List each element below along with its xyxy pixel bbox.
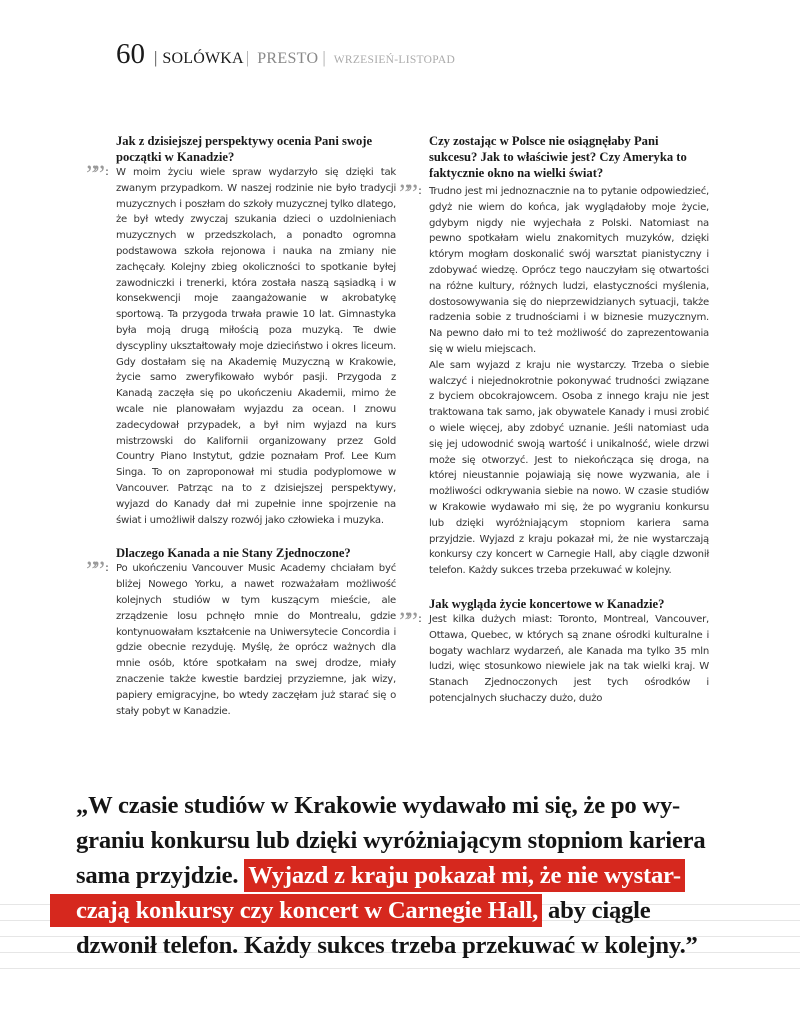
pull-quote-line: czają konkursy czy koncert w Carnegie Hall, aby ciągle <box>76 893 726 928</box>
interview-block <box>86 545 396 719</box>
pull-quote-line: „W czasie studiów w Krakowie wydawało mi się, że po wy- <box>76 792 681 819</box>
page-number: 60 <box>116 38 145 70</box>
header-separator: | <box>245 48 250 67</box>
answer-text: Po ukończeniu Vancouver Music Academy chciałam być bliżej Nowego Yorku, a nawet rozważałam możliwość kolejnych studiów w tym kuszącym mieście, ale zrządzenie losu pchnęło mnie do Montrealu, gdzie kontynuowałam kształcenie na Uniwersytecie Concordia i gdzie obecnie rezyduję. Myślę, że oprócz ważnych dla mnie osób, które spotkałam na swej drodze, miały znaczenie także kwestie bardziej przyziemne, jak wizy, papiery emigracyjne, bo wtedy zaczęłam już starać się o stały pobyt w Kanadzie. <box>116 563 396 717</box>
interview-question: Dlaczego Kanada a nie Stany Zjednoczone? <box>116 546 351 561</box>
pull-quote-line: sama przyjdzie. Wyjazd z kraju pokazał mi, że nie wystar- <box>76 858 726 893</box>
answer-text: W moim życiu wiele spraw wydarzyło się dzięki tak zwanym przypadkom. W naszej rodzinie nie było tradycji muzycznych i poszłam do szkoły muzycznej tylko dlatego, że był wtedy zwyczaj szukania dzieci o uzdolnieniach muzycznych w przedszkolach, a ponadto ogromna podstawowa szkoła rejonowa i nauka na zmiany nie zachęcały. Kolejny zbieg okoliczności to spotkanie byłej zawodniczki i trenerki, która została naszą sąsiadką i w konsekwencji moje zaangażowanie w akrobatykę sportową. Ta przygoda trwała prawie 10 lat. Gimnastyka była moją drugą miłością poza muzyką. Te dwie dyscypliny ukształtowały moje dzieciństwo i okres liceum. Gdy dostałam się na Akademię Muzyczną w Krakowie, życie samo zweryfikowało wybór pasji. Przygoda z Kanadą zaczęła się po ukończeniu Akademii, mimo że wcale nie planowałam wyjazdu za ocean. I znowu zadecydował przypadek, a był nim wyjazd na kurs mistrzowski do Kalifornii organizowany przez Gold Country Piano Instytut, gdzie poznałam Prof. Lee Kum Singa. To on zaproponował mi studia podyplomowe w Vancouver. Patrząc na to z dzisiejszej perspektywy, wyjazd do Kanady dał mi zupełnie inne spojrzenie na świat i umożliwił dalszy rozwój jako człowieka i muzyka. <box>116 167 396 526</box>
pull-quote-highlight: czają konkursy czy koncert w Carnegie Hall, <box>50 894 542 927</box>
interview-answer <box>399 606 709 707</box>
pull-quote-line: dzwonił telefon. Każdy sukces trzeba przekuwać w kolejny.” <box>76 932 698 959</box>
issue-date: WRZESIEŃ-LISTOPAD <box>333 54 456 66</box>
answer-text-continued: Ale sam wyjazd z kraju nie wystarczy. Trzeba o siebie walczyć i niejednokrotnie pokonywać trudności związane z byciem obcokrajowcem. Osoba z innego kraju nie jest traktowana tak samo, jak obywatele Kanady i musi zrobić o wiele więcej, aby zdobyć uznanie. Jeśli natomiast uda się jej udowodnić swoją wartość i unikalność, wiele drzwi może się otworzyć. Jest to niekończąca się droga, na której nieustannie pojawiają się nowe wyzwania, ale i możliwości odkrywania siebie na nowo. W czasie studiów w Krakowie wydawało mi się, że po wygraniu konkursu lub dzięki wyróżniającym stopniom kariera sama przyjdzie. Wyjazd z kraju pokazał mi, że nie wystarczają konkursy czy koncert w Carnegie Hall, aby ciągle dzwonił telefon. Każdy sukces trzeba przekuwać w kolejny. <box>429 359 709 577</box>
interview-answer <box>86 556 396 719</box>
interview-answer <box>399 179 709 579</box>
interview-block <box>86 133 396 528</box>
magazine-name: PRESTO <box>257 50 319 67</box>
answer-text: Trudno jest mi jednoznacznie na to pytanie odpowiedzieć, gdyż nie wiem do końca, jak wyglądałoby moje życie, gdybym nigdy nie wyjechała z Polski. Natomiast na pewno spotkałam wielu znakomitych muzyków, dzięki którym mogłam doskonalić swój warsztat pianistyczny i zdobywać wiedzę. Oprócz tego nauczyłam się otwartości na różne kultury, różnych ludzi, elastyczności myślenia, dostosowywania się do nieprzewidzianych sytuacji, także radzenia sobie z trudnościami i w biznesie muzycznym. Na pewno dało mi to też możliwość do zaprezentowania się w wielu miejscach. <box>429 186 709 355</box>
quote-mark-icon: ”” : <box>399 606 422 636</box>
article-column-right <box>399 133 709 724</box>
pull-quote-line: graniu konkursu lub dzięki wyróżniającym stopniom kariera <box>76 827 706 854</box>
staff-line <box>0 968 800 969</box>
pull-quote-highlight: Wyjazd z kraju pokazał mi, że nie wystar- <box>244 859 685 892</box>
article-column-left <box>86 133 396 736</box>
pull-quote <box>76 788 726 963</box>
quote-mark-icon: ”” : <box>86 556 109 586</box>
quote-mark-icon: ”” : <box>86 160 109 189</box>
header-separator: | <box>154 48 158 67</box>
interview-question: Jak wygląda życie koncertowe w Kanadzie? <box>429 596 665 611</box>
section-title: SOLÓWKA <box>162 50 244 67</box>
interview-question: Jak z dzisiejszej perspektywy ocenia Pani swoje początki w Kanadzie? <box>116 134 373 164</box>
page-header <box>116 38 455 74</box>
header-separator: | <box>322 48 326 67</box>
answer-text: Jest kilka dużych miast: Toronto, Montreal, Vancouver, Ottawa, Quebec, w których są znane ośrodki kulturalne i bogaty wachlarz wydarzeń, ale Kanada ma tylko 35 mln ludzi, więc stosunkowo niewiele jak na tak wielki kraj. W Stanach Zjednoczonych jest tych ośrodków i potencjalnych słuchaczy dużo, dużo <box>429 613 709 704</box>
quote-mark-icon: ”” : <box>399 179 422 208</box>
interview-block <box>399 596 709 707</box>
interview-block <box>399 133 709 579</box>
interview-question: Czy zostając w Polsce nie osiągnęłaby Pani sukcesu? Jak to właściwie jest? Czy Ameryka to faktycznie okno na wielki świat? <box>429 134 687 180</box>
interview-answer <box>86 160 396 528</box>
